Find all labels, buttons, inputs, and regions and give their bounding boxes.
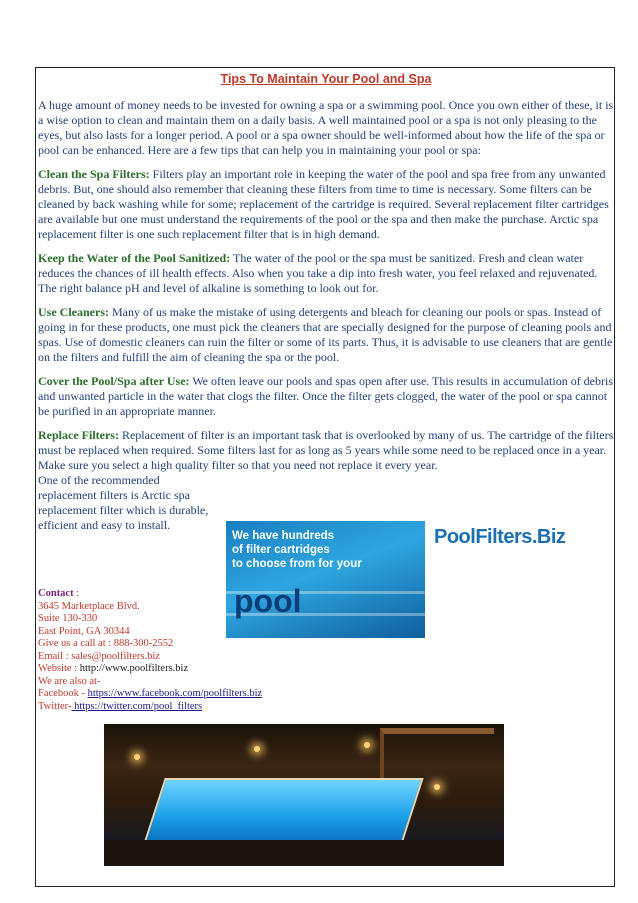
poolfilters-logo bbox=[434, 526, 590, 548]
social-intro: We are also at- bbox=[38, 675, 101, 687]
document-title: Tips To Maintain Your Pool and Spa bbox=[220, 72, 432, 86]
address-line-1: 3645 Marketplace Blvd. bbox=[38, 600, 140, 612]
light-glow bbox=[434, 784, 440, 790]
document-body bbox=[38, 72, 614, 533]
tip-clean-filters bbox=[38, 167, 614, 242]
tip-cover-pool bbox=[38, 374, 614, 419]
tip-text: Filters play an important role in keeping the water of the pool and spa free from any unwanted debris. But, one should also remember that cleaning these filters from time to time is necessary. Some filters can be cleaned by back washing while for some; replacement of the cartridge is required. Several replacement filter cartridges are available but one must understand the requirements of the pool or the spa and then make the purchase. Arctic spa replacement filter is one such replacement filter that is in high demand. bbox=[38, 167, 609, 241]
tip-heading: Cover the Pool/Spa after Use: bbox=[38, 374, 190, 388]
pool-water-shape bbox=[143, 778, 423, 844]
recommendation-line: replacement filter which is durable, bbox=[38, 503, 209, 517]
light-glow bbox=[254, 746, 260, 752]
tip-text: We often leave our pools and spas open after use. This results in accumulation of debris and unwanted particle in the water that clogs the filter. Once the filter gets clogged, the water of the pool or spa cannot be purified in an appropriate manner. bbox=[38, 374, 614, 418]
recommendation-line: efficient and easy to install. bbox=[38, 518, 171, 532]
tip-heading: Use Cleaners: bbox=[38, 305, 109, 319]
contact-block bbox=[38, 588, 262, 713]
twitter-link[interactable]: https://twitter.com/pool_filters bbox=[71, 700, 203, 712]
address-line-3: East Point, GA 30344 bbox=[38, 625, 130, 637]
website-label: Website : bbox=[38, 663, 80, 674]
deck-shape bbox=[104, 840, 504, 866]
banner-line: to choose from for your bbox=[232, 558, 362, 570]
contact-colon: : bbox=[73, 588, 80, 599]
tip-heading: Clean the Spa Filters: bbox=[38, 167, 150, 181]
recommendation-line: replacement filters is Arctic spa bbox=[38, 488, 190, 502]
banner-line: We have hundreds bbox=[232, 530, 335, 542]
email-line: Email : sales@poolfilters.biz bbox=[38, 650, 160, 662]
banner-text bbox=[232, 529, 362, 571]
tip-use-cleaners bbox=[38, 305, 614, 365]
recommendation-line: One of the recommended bbox=[38, 473, 160, 487]
logo-suffix: .Biz bbox=[531, 526, 566, 548]
logo-main: PoolFilters bbox=[434, 526, 532, 548]
light-glow bbox=[364, 742, 370, 748]
tip-heading: Keep the Water of the Pool Sanitized: bbox=[38, 251, 231, 265]
tip-text: Replacement of filter is an important task that is overlooked by many of us. The cartridge of the filters must be replaced when required. Some filters last for as long as 5 years while some need to be replaced once in a year. Make sure you select a high quality filter so that you need not replace it every year. bbox=[38, 428, 614, 472]
tip-text: The water of the pool or the spa must be sanitized. Fresh and clean water reduces the chances of ill health effects. Also when you take a dip into fresh water, you feel relaxed and rejuvenated. The right balance pH and level of alkaline is something to look out for. bbox=[38, 251, 598, 295]
tip-sanitize-water bbox=[38, 251, 614, 296]
phone-line: Give us a call at : 888-300-2552 bbox=[38, 638, 174, 649]
tip-heading: Replace Filters: bbox=[38, 428, 119, 442]
pool-photo bbox=[104, 724, 504, 866]
banner-line: of filter cartridges bbox=[232, 544, 330, 556]
tip-text: Many of us make the mistake of using detergents and bleach for cleaning our pools or spas. Instead of going in for these products, one must pick the cleaners that are specially designed for the purpose of cleaning pools and spas. Use of domestic cleaners can ruin the filter or some of its parts. Thus, it is advisable to use cleaners that are gentle on the filters and fulfill the aim of cleaning the spa or the pool. bbox=[38, 305, 613, 364]
intro-paragraph: A huge amount of money needs to be invested for owning a spa or a swimming pool. Once you own either of these, it is a wise option to clean and maintain them on a daily basis. A well maintained pool or a spa is not only pleasing to the eyes, but also lasts for a longer period. A pool or a spa owner should be well-informed about how the life of the spa or pool can be enhanced. Here are a few tips that can help you in maintaining your pool or spa: bbox=[38, 98, 614, 157]
light-glow bbox=[134, 754, 140, 760]
contact-label: Contact bbox=[38, 588, 74, 599]
banner-pool-word: pool bbox=[234, 583, 302, 619]
tip-replace-filters bbox=[38, 428, 614, 473]
facebook-label: Facebook - bbox=[38, 688, 88, 699]
twitter-label: Twitter- bbox=[38, 700, 72, 712]
address-line-2: Suite 130-330 bbox=[38, 613, 98, 624]
website-url: http://www.poolfilters.biz bbox=[79, 663, 189, 674]
facebook-link[interactable]: https://www.facebook.com/poolfilters.biz bbox=[87, 688, 263, 699]
